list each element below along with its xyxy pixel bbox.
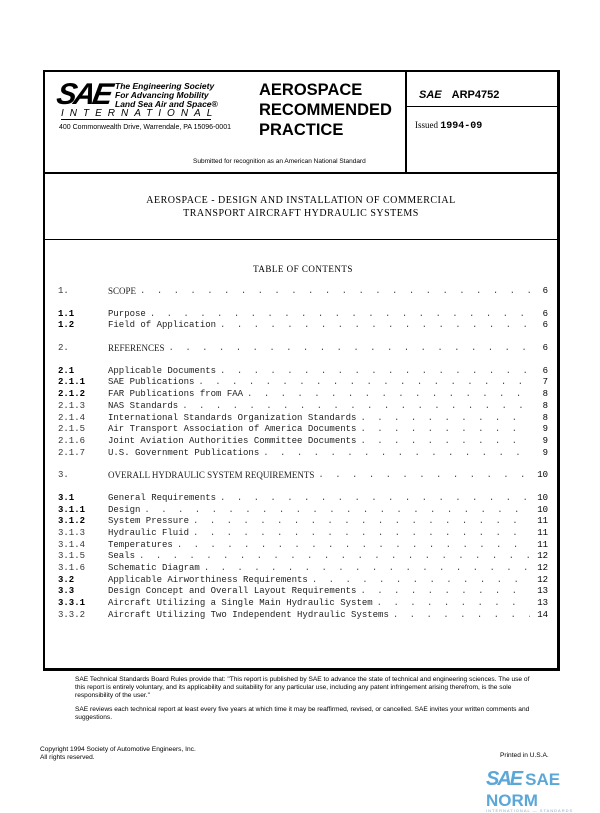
toc-number: 2.: [58, 343, 69, 354]
toc-number: 1.1: [58, 308, 75, 319]
toc-leader: [377, 598, 530, 610]
submitted-note: Submitted for recognition as an American National Standard: [193, 158, 366, 165]
divider: [407, 106, 557, 107]
toc-entry[interactable]: [58, 343, 548, 355]
toc-number: 3.3: [58, 586, 75, 597]
toc-label: Joint Aviation Authorities Committee Documents: [108, 435, 357, 446]
toc-label: Applicable Documents: [108, 365, 217, 376]
toc-leader: [220, 493, 530, 505]
tagline-line: For Advancing Mobility: [115, 90, 209, 100]
toc-entry[interactable]: [58, 436, 548, 448]
doc-type-line: PRACTICE: [259, 121, 344, 139]
toc-page: 14: [537, 609, 548, 620]
toc-number: 2.1.6: [58, 435, 86, 446]
tagline-line: The Engineering Society: [115, 81, 215, 91]
toc-leader: [193, 528, 530, 540]
footer-notes: [75, 676, 535, 728]
toc-number: 3.1.1: [58, 504, 86, 515]
address: 400 Commonwealth Drive, Warrendale, PA 15096-0001: [59, 124, 231, 131]
watermark-sub: INTERNATIONAL — STANDARDS: [486, 808, 574, 813]
issued-label: Issued: [415, 120, 438, 130]
toc-entry[interactable]: [58, 286, 548, 298]
toc-page: 12: [537, 551, 548, 562]
toc-entry[interactable]: [58, 598, 548, 610]
toc-entry[interactable]: [58, 448, 548, 460]
toc-page: 6: [542, 365, 548, 376]
toc-label: General Requirements: [108, 492, 217, 503]
toc-page: 11: [537, 528, 548, 538]
toc-entry[interactable]: [58, 493, 548, 505]
toc-page: 12: [537, 574, 548, 585]
sae-small-logo: SAE: [419, 89, 442, 101]
toc-number: 1.: [58, 286, 69, 296]
toc-label: SCOPE: [108, 286, 137, 296]
toc-leader: [247, 389, 530, 401]
toc-entry[interactable]: [58, 551, 548, 563]
toc-label: SAE Publications: [108, 377, 195, 388]
toc-leader: [312, 575, 530, 587]
copyright-text: Copyright 1994 Society of Automotive Engineers, Inc.: [40, 746, 196, 753]
toc-number: 3.2: [58, 574, 75, 585]
rights-text: All rights reserved.: [40, 754, 95, 761]
toc-entry[interactable]: [58, 586, 548, 598]
toc-number: 3.1.5: [58, 551, 86, 562]
toc-leader: [204, 563, 530, 575]
toc-number: 3.1.6: [58, 563, 86, 574]
toc-leader: [360, 413, 530, 425]
toc-page: 10: [537, 504, 548, 515]
toc-entry[interactable]: [58, 563, 548, 575]
toc-entry[interactable]: [58, 470, 548, 482]
copyright: [40, 746, 196, 762]
toc-number: 2.1.3: [58, 400, 86, 411]
title-line: AEROSPACE - DESIGN AND INSTALLATION OF COMMERCIAL: [146, 195, 456, 206]
document-frame: [43, 70, 560, 671]
header: [45, 72, 557, 174]
toc-number: 2.1.1: [58, 377, 86, 388]
toc-page: 9: [542, 435, 548, 446]
toc-number: 3.1.3: [58, 528, 86, 538]
toc-entry[interactable]: [58, 389, 548, 401]
toc-label: Schematic Diagram: [108, 563, 200, 574]
rules-note: SAE Technical Standards Board Rules provide that: "This report is published by SAE to advance the state of technical and engineering sciences. The use of this report is entirely voluntary, and its applicability and suitability for any particular use, including any patent infringement arising therefrom, is the sole responsibility of the user.": [75, 676, 530, 699]
toc-page: 8: [542, 412, 548, 423]
toc-number: 3.3.2: [58, 609, 86, 620]
toc-entry[interactable]: [58, 401, 548, 413]
toc-page: 9: [542, 447, 548, 458]
toc-number: 2.1: [58, 365, 75, 376]
toc-entry[interactable]: [58, 309, 548, 321]
toc-page: 9: [542, 424, 548, 435]
toc-number: 3.3.1: [58, 598, 86, 609]
toc-leader: [198, 377, 530, 389]
toc-page: 11: [537, 516, 548, 527]
doc-type: [259, 80, 392, 140]
toc-leader: [177, 540, 530, 552]
toc-label: U.S. Government Publications: [108, 447, 260, 458]
toc-leader: [140, 286, 530, 298]
toc-leader: [169, 343, 530, 355]
toc-leader: [318, 470, 530, 482]
toc-label: Design: [108, 504, 141, 515]
toc-leader: [393, 610, 530, 622]
toc-page: 6: [542, 308, 548, 319]
tagline-line: Land Sea Air and Space®: [115, 99, 218, 109]
toc-label: Applicable Airworthiness Requirements: [108, 574, 308, 585]
toc-page: 6: [542, 320, 548, 331]
toc-page: 10: [537, 470, 548, 481]
toc-leader: [193, 516, 530, 528]
doc-type-line: RECOMMENDED: [259, 101, 392, 119]
toc-page: 13: [537, 586, 548, 597]
toc-page: 13: [537, 598, 548, 609]
toc-label: Seals: [108, 551, 136, 562]
toc-number: 3.1: [58, 492, 75, 503]
printed-in: Printed in U.S.A.: [500, 752, 549, 759]
toc-leader: [144, 505, 530, 517]
toc-entry[interactable]: [58, 540, 548, 552]
toc-label: International Standards Organization Standards: [108, 412, 357, 423]
toc-page: 8: [542, 400, 548, 411]
toc-page: 10: [537, 492, 548, 503]
toc-title: TABLE OF CONTENTS: [253, 264, 353, 274]
toc-entry[interactable]: [58, 528, 548, 540]
toc-entry[interactable]: [58, 516, 548, 528]
toc-page: 8: [542, 389, 548, 400]
toc-page: 12: [537, 563, 548, 574]
toc-leader: [220, 320, 530, 332]
table-of-contents: [58, 264, 548, 622]
toc-entry[interactable]: [58, 320, 548, 332]
toc-leader: [139, 551, 530, 563]
review-note: SAE reviews each technical report at least every five years at which time it may be reaffirmed, revised, or cancelled. SAE invites your written comments and suggestions.: [75, 706, 530, 721]
society-tagline: [115, 82, 218, 109]
toc-label: Hydraulic Fluid: [108, 528, 190, 538]
toc-label: Air Transport Association of America Documents: [108, 424, 357, 435]
title-line: TRANSPORT AIRCRAFT HYDRAULIC SYSTEMS: [183, 208, 419, 219]
toc-label: NAS Standards: [108, 400, 179, 411]
toc-leader: [360, 436, 530, 448]
toc-leader: [360, 424, 530, 436]
toc-entry[interactable]: [58, 377, 548, 389]
toc-number: 3.1.4: [58, 539, 86, 550]
toc-leader: [220, 366, 530, 378]
toc-label: OVERALL HYDRAULIC SYSTEM REQUIREMENTS: [108, 470, 315, 481]
toc-label: FAR Publications from FAA: [108, 389, 244, 400]
toc-number: 2.1.7: [58, 447, 86, 458]
toc-label: Design Concept and Overall Layout Requirements: [108, 586, 357, 597]
watermark: [486, 768, 600, 813]
toc-page: 7: [542, 377, 548, 388]
toc-leader: [182, 401, 530, 413]
toc-entry[interactable]: [58, 575, 548, 587]
document-title: [45, 172, 557, 240]
toc-page: 11: [537, 539, 548, 550]
toc-label: Purpose: [108, 308, 146, 319]
toc-leader: [263, 448, 530, 460]
toc-label: Field of Application: [108, 320, 217, 331]
toc-leader: [360, 586, 530, 598]
toc-label: Temperatures: [108, 539, 173, 550]
doc-number-text: ARP4752: [451, 89, 500, 101]
international-text: INTERNATIONAL: [61, 108, 219, 119]
toc-entry[interactable]: [58, 505, 548, 517]
doc-number: [419, 89, 499, 101]
toc-number: 1.2: [58, 320, 75, 331]
issued-date: 1994-09: [440, 121, 483, 132]
watermark-logo: SAE: [486, 768, 522, 790]
toc-entry[interactable]: [58, 413, 548, 425]
doc-type-line: AEROSPACE: [259, 81, 363, 99]
toc-entry[interactable]: [58, 610, 548, 622]
toc-entry[interactable]: [58, 424, 548, 436]
divider: [405, 72, 407, 172]
toc-label: REFERENCES: [108, 343, 165, 354]
toc-number: 3.: [58, 470, 69, 481]
toc-number: 3.1.2: [58, 516, 86, 527]
sae-logo-text: SAE: [54, 78, 113, 111]
toc-number: 2.1.4: [58, 412, 86, 423]
toc-label: System Pressure: [108, 516, 190, 527]
toc-label: Aircraft Utilizing a Single Main Hydraulic System: [108, 598, 373, 609]
issued: [415, 120, 482, 132]
toc-number: 2.1.5: [58, 424, 86, 435]
toc-label: Aircraft Utilizing Two Independent Hydraulic Systems: [108, 609, 389, 620]
watermark-text: SAE NORM: [486, 770, 561, 810]
toc-page: 6: [542, 286, 548, 296]
toc-number: 2.1.2: [58, 389, 86, 400]
toc-leader: [150, 309, 530, 321]
toc-page: 6: [542, 343, 548, 354]
toc-entry[interactable]: [58, 366, 548, 378]
